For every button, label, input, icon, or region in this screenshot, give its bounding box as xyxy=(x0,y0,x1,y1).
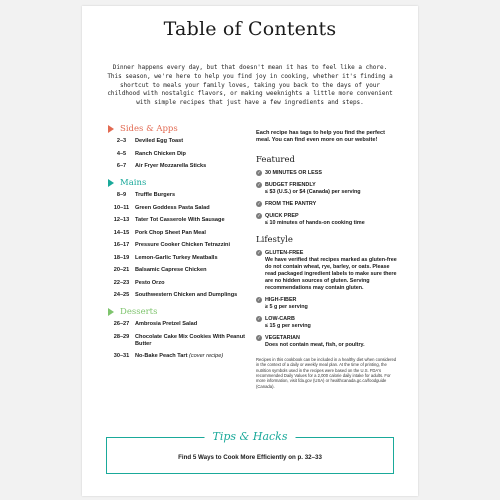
page-range: 16–17 xyxy=(113,242,130,248)
tag-item xyxy=(256,170,398,177)
recipe-title: Deviled Egg Toast xyxy=(135,138,184,144)
check-circle-icon: ✓ xyxy=(257,335,261,341)
tag-body xyxy=(265,297,308,311)
tag-label: LOW-CARB xyxy=(265,315,295,322)
tag-body xyxy=(265,250,398,292)
lifestyle-heading: Lifestyle xyxy=(256,234,293,245)
toc-entry xyxy=(108,151,248,158)
check-circle-icon: ✓ xyxy=(257,250,261,256)
page-range: 2–3 xyxy=(116,138,127,144)
tag-description: We have verified that recipes marked as gluten-free do not contain wheat, rye, barley, or oats. Please read packaged ingredient labels to make sure there are no hidden sources of gluten. Serving recommendations may contain gluten. xyxy=(265,256,397,291)
recipe-title: Ranch Chicken Dip xyxy=(135,150,186,157)
toc-entry xyxy=(108,255,248,262)
page-range: 12–13 xyxy=(113,217,130,223)
recipe-title: Chocolate Cake Mix Cookies With Peanut Butter xyxy=(135,333,245,347)
recipe-title: Southwestern Chicken and Dumplings xyxy=(135,292,238,298)
sides-list xyxy=(108,138,248,170)
recipe-name xyxy=(135,138,248,145)
tag-description: ≤ $3 (U.S.) or $4 (Canada) per serving xyxy=(265,188,361,195)
toc-entry xyxy=(108,334,248,348)
recipe-name xyxy=(135,205,248,212)
page-title: Table of Contents xyxy=(163,18,337,40)
tag-item xyxy=(256,316,398,330)
recipe-name xyxy=(135,217,248,224)
triangle-arrow-icon xyxy=(108,179,114,187)
triangle-arrow-icon xyxy=(108,308,114,316)
page-range: 26–27 xyxy=(113,321,130,327)
check-circle-icon: ✓ xyxy=(257,170,261,176)
nutrition-fineprint: Recipes in this cookbook can be included in a healthy diet when considered in the context of a daily or weekly meal plan. At the time of printing, the nutrition symbols used in the recipes were based on the U.S. FDA's recommended Daily Values for a 2,000 calorie daily intake for adults. For more information, visit fda.gov (USA) or healthcanada.gc.ca/foodguide (Canada). xyxy=(256,356,397,389)
tags-intro: Each recipe has tags to help you find the perfect meal. You can find even more on our website! xyxy=(256,130,385,144)
recipe-name xyxy=(135,321,248,328)
recipe-title: Pressure Cooker Chicken Tetrazzini xyxy=(135,242,231,248)
recipe-name xyxy=(135,151,248,158)
recipe-name xyxy=(135,334,248,348)
check-circle-icon: ✓ xyxy=(257,201,261,207)
recipe-name xyxy=(135,230,248,237)
tag-body xyxy=(265,201,316,208)
cover-note: (cover recipe) xyxy=(189,353,224,359)
tag-label: 30 MINUTES OR LESS xyxy=(265,169,322,176)
section-heading-sides: Sides & Apps xyxy=(108,124,248,134)
recipe-title: No-Bake Peach Tart xyxy=(135,353,188,359)
mains-list xyxy=(108,192,248,299)
toc-entry xyxy=(108,217,248,224)
check-circle-icon: ✓ xyxy=(257,213,261,219)
recipe-name xyxy=(135,242,248,249)
recipe-name xyxy=(135,163,248,170)
intro-paragraph: Dinner happens every day, but that doesn't mean it has to feel like a chore. This season, we're here to help you find joy in cooking, whether it's finding a shortcut to meals your family loves, taking you back to the days of your childhood with nostalgic flavors, or making weeknights a little more convenient with simple recipes that just have a few ingredients and steps. xyxy=(107,64,393,107)
tag-body xyxy=(265,170,322,177)
featured-heading: Featured xyxy=(256,154,295,165)
recipe-title: Lemon-Garlic Turkey Meatballs xyxy=(135,254,218,261)
recipe-name xyxy=(135,353,248,360)
tag-description: ≤ 15 g per serving xyxy=(265,322,311,329)
tag-item xyxy=(256,250,398,292)
tag-description: Does not contain meat, fish, or poultry. xyxy=(265,341,365,348)
recipe-name xyxy=(135,292,248,299)
section-heading-desserts: Desserts xyxy=(108,307,248,317)
check-circle-icon: ✓ xyxy=(257,297,261,303)
toc-entry xyxy=(108,242,248,249)
page-range: 8–9 xyxy=(116,192,127,198)
toc-entry xyxy=(108,163,248,170)
tag-item xyxy=(256,335,398,349)
tag-body xyxy=(265,182,361,196)
recipe-name xyxy=(135,280,248,287)
page-range: 10–11 xyxy=(113,204,130,211)
tag-label: QUICK PREP xyxy=(265,212,299,219)
section-heading-mains: Mains xyxy=(108,178,248,188)
tag-item xyxy=(256,182,398,196)
tag-label: GLUTEN-FREE xyxy=(265,249,304,256)
toc-entry xyxy=(108,138,248,145)
recipe-title: Pesto Orzo xyxy=(135,279,165,286)
recipe-name xyxy=(135,192,248,199)
toc-page xyxy=(82,6,418,496)
toc-entry xyxy=(108,321,248,328)
tips-box xyxy=(106,430,394,474)
page-range: 20–21 xyxy=(113,267,130,273)
tag-body xyxy=(265,335,365,349)
check-circle-icon: ✓ xyxy=(257,316,261,322)
tag-label: HIGH-FIBER xyxy=(265,296,297,303)
toc-entry xyxy=(108,230,248,237)
tag-description: ≤ 10 minutes of hands-on cooking time xyxy=(265,219,365,226)
page-range: 18–19 xyxy=(113,254,130,261)
recipe-title: Green Goddess Pasta Salad xyxy=(135,204,210,211)
tag-label: BUDGET FRIENDLY xyxy=(265,181,316,188)
recipe-title: Air Fryer Mozzarella Sticks xyxy=(135,163,207,169)
tag-item xyxy=(256,297,398,311)
check-circle-icon: ✓ xyxy=(257,182,261,188)
recipe-name xyxy=(135,267,248,274)
page-range: 24–25 xyxy=(113,292,130,298)
featured-tags xyxy=(256,170,398,227)
tag-legend xyxy=(256,130,398,389)
page-range: 14–15 xyxy=(113,229,130,236)
tag-label: FROM THE PANTRY xyxy=(265,200,317,207)
tips-text: Find 5 Ways to Cook More Efficiently on p. 32–33 xyxy=(178,454,322,461)
tag-description: ≥ 5 g per serving xyxy=(265,303,308,310)
toc-entry xyxy=(108,192,248,199)
triangle-arrow-icon xyxy=(108,125,114,133)
toc-entry xyxy=(108,205,248,212)
lifestyle-tags xyxy=(256,250,398,349)
toc-entry xyxy=(108,353,248,360)
page-range: 22–23 xyxy=(113,279,130,286)
recipe-index xyxy=(108,124,248,366)
tips-title: Tips & Hacks xyxy=(205,430,296,443)
toc-entry xyxy=(108,292,248,299)
recipe-title: Tater Tot Casserole With Sausage xyxy=(135,217,225,223)
toc-entry xyxy=(108,280,248,287)
page-range: 4–5 xyxy=(116,150,127,157)
tag-body xyxy=(265,213,365,227)
recipe-title: Ambrosia Pretzel Salad xyxy=(135,321,198,327)
recipe-title: Balsamic Caprese Chicken xyxy=(135,267,207,273)
tag-body xyxy=(265,316,311,330)
page-range: 6–7 xyxy=(116,163,127,169)
toc-entry xyxy=(108,267,248,274)
recipe-name xyxy=(135,255,248,262)
page-range: 28–29 xyxy=(113,333,130,340)
tag-label: VEGETARIAN xyxy=(265,334,300,341)
desserts-list xyxy=(108,321,248,360)
tag-item xyxy=(256,201,398,208)
recipe-title: Pork Chop Sheet Pan Meal xyxy=(135,229,206,236)
tag-item xyxy=(256,213,398,227)
page-range: 30–31 xyxy=(113,353,130,359)
recipe-title: Truffle Burgers xyxy=(135,192,176,198)
